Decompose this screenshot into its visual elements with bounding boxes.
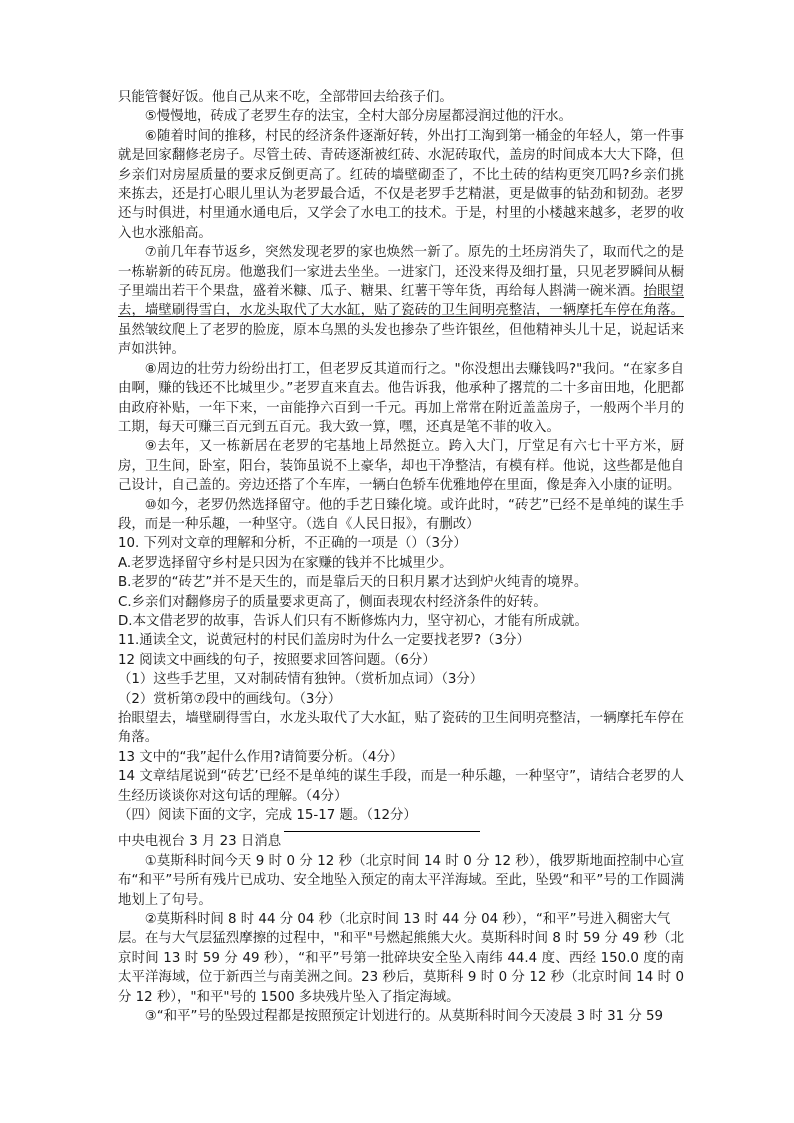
question-12-quote: 抬眼望去，墙壁刷得雪白，水龙头取代了大水缸，贴了瓷砖的卫生间明亮整洁，一辆摩托车停在角落。 — [118, 711, 684, 746]
paragraph-continued: 只能管餐好饭。他自己从来不吃，全部带回去给孩子们。 — [118, 90, 453, 105]
question-12: 12 阅读文中画线的句子，按照要求回答问题。（6分） — [118, 652, 436, 668]
question-10-option-b: B.老罗的“砖艺”并不是天生的，而是靠后天的日积月累才达到炉火纯青的境界。 — [118, 575, 588, 591]
paragraph-8: ⑧周边的壮劳力纷纷出打工，但老罗反其道而行之。"你没想出去赚钱吗?"我问。“在家多自由啊，赚的钱还不比城里少。”老罗直来直去。他告诉我，他承种了撂荒的二十多亩田地，化肥都由政府补贴，一年下来，一亩能挣六百到一千元。再加上常常在附近盖盖房子，一般两个半月的工期，每天可赚三百元到五百元。我大致一算，嘿，还真是笔不菲的收入。 — [118, 361, 684, 435]
news-paragraph-2a: ②莫斯科时间 8 时 44 分 04 秒（北京时间 13 时 44 分 04 秒），“和平”号进入稠密大气 — [144, 912, 671, 928]
exam-page — [118, 88, 684, 1027]
question-10: 10. 下列对文章的理解和分析，不正确的一项是（）（3分） — [118, 536, 467, 552]
underlined-sentence: 抬眼望去，墙壁刷得雪白，水龙头取代了大水缸，贴了瓷砖的卫生间明亮整洁，一辆摩托车停在角落。 — [118, 284, 685, 319]
question-11: 11.通读全文，说黄冠村的村民们盖房时为什么一定要找老罗?（3分） — [118, 633, 530, 649]
question-10-option-c: C.乡亲们对翻修房子的质量要求更高了，侧面表现农村经济条件的好转。 — [118, 594, 547, 610]
question-12-part-1: （1）这些手艺里，又对制砖情有独钟。（赏析加点词）（3分） — [118, 672, 484, 688]
question-13: 13 文中的“我”起什么作用?请简要分析。（4分） — [118, 749, 404, 765]
section-4-heading: （四）阅读下面的文字，完成 15-17 题。（12分） — [118, 808, 417, 824]
question-12-part-2: （2）赏析第⑦段中的画线句。（3分） — [118, 691, 342, 707]
paragraph-7-text-a: ⑦前几年春节返乡，突然发现老罗的家也焕然一新了。原先的土坯房消失了，取而代之的是一栋崭新的砖瓦房。他邀我们一家进去坐坐。一进家门，还没来得及细打量，只见老罗瞬间从橱子里端出若干个果盘，盛着米糠、瓜子、糖果、红薯干等年货，再给每人斟满一碗米酒。 — [118, 245, 684, 300]
news-paragraph-2b: 层。在与大气层猛烈摩擦的过程中，"和平"号燃起熊熊大火。莫斯科时间 8 时 59 分 49 秒（北京时间 13 时 59 分 49 秒），“和平”号第一批碎块安全坠入南纬 44.4 度、西经 150.0 度的南太平洋海域，位于新西兰与南美洲之间。23 秒后，莫斯科 9 时 0 分 12 秒（北京时间 14 时 0 分 12 秒），"和平"号的 1500 多块残片坠入了指定海域。 — [118, 931, 684, 1005]
paragraph-10: ⑩如今，老罗仍然选择留守。他的手艺日臻化境。或许此时，“砖艺”已经不是单纯的谋生手段，而是一种乐趣，一种坚守。（选自《人民日报》，有删改） — [118, 497, 684, 532]
paragraph-7 — [118, 243, 684, 359]
paragraph-9: ⑨去年，又一栋新居在老罗的宅基地上昂然挺立。跨入大门，厅堂足有六七十平方米，厨房，卫生间，卧室，阳台，装饰虽说不上豪华，却也干净整洁，有模有样。他说，这些都是他自己设计，自己盖的。旁边还搭了个车库，一辆白色轿车优雅地停在里面，像是奔入小康的证明。 — [118, 439, 684, 494]
news-paragraph-1: ①莫斯科时间今天 9 时 0 分 12 秒（北京时间 14 时 0 分 12 秒），俄罗斯地面控制中心宣布“和平”号所有残片已成功、安全地坠入预定的南太平洋海域。至此，坠毁“和平”号的工作圆满地划上了句号。 — [118, 853, 684, 908]
paragraph-6: ⑥随着时间的推移，村民的经济条件逐渐好转，外出打工淘到第一桶金的年轻人，第一件事就是回家翻修老房子。尽管土砖、青砖逐渐被红砖、水泥砖取代，盖房的时间成本大大下降，但乡亲们对房屋质量的要求反倒更高了。红砖的墙壁砌歪了，不比土砖的结构更突兀吗?乡亲们挑来拣去，还是打心眼儿里认为老罗最合适，不仅是老罗手艺精湛，更是做事的钻劲和韧劲。老罗还与时俱进，村里通水通电后，又学会了水电工的技术。于是，村里的小楼越来越多，老罗的收入也水涨船高。 — [118, 128, 684, 241]
news-paragraph-3: ③“和平”号的坠毁过程都是按照预定计划进行的。从莫斯科时间今天凌晨 3 时 31 分 59 — [144, 1009, 664, 1025]
question-10-option-d: D.本文借老罗的故事，告诉人们只有不断修炼内力，坚守初心，才能有所成就。 — [118, 613, 588, 629]
question-10-option-a: A.老罗选择留守乡村是只因为在家赚的钱并不比城里少。 — [118, 555, 453, 571]
paragraph-7-text-b: 虽然皱纹爬上了老罗的脸庞，原本乌黑的头发也掺杂了些许银丝，但他精神头儿十足，说起话来声如洪钟。 — [118, 322, 684, 358]
question-14: 14 文章结尾说到“砖艺’已经不是单纯的谋生手段，而是一种乐趣，一种坚守”，请结合老罗的人生经历谈谈你对这句话的理解。（4分） — [118, 769, 684, 804]
paragraph-5: ⑤慢慢地，砖成了老罗生存的法宝，全村大部分房屋都浸润过他的汗水。 — [144, 109, 572, 125]
news-source: 中央电视台 3 月 23 日消息 — [118, 834, 282, 850]
